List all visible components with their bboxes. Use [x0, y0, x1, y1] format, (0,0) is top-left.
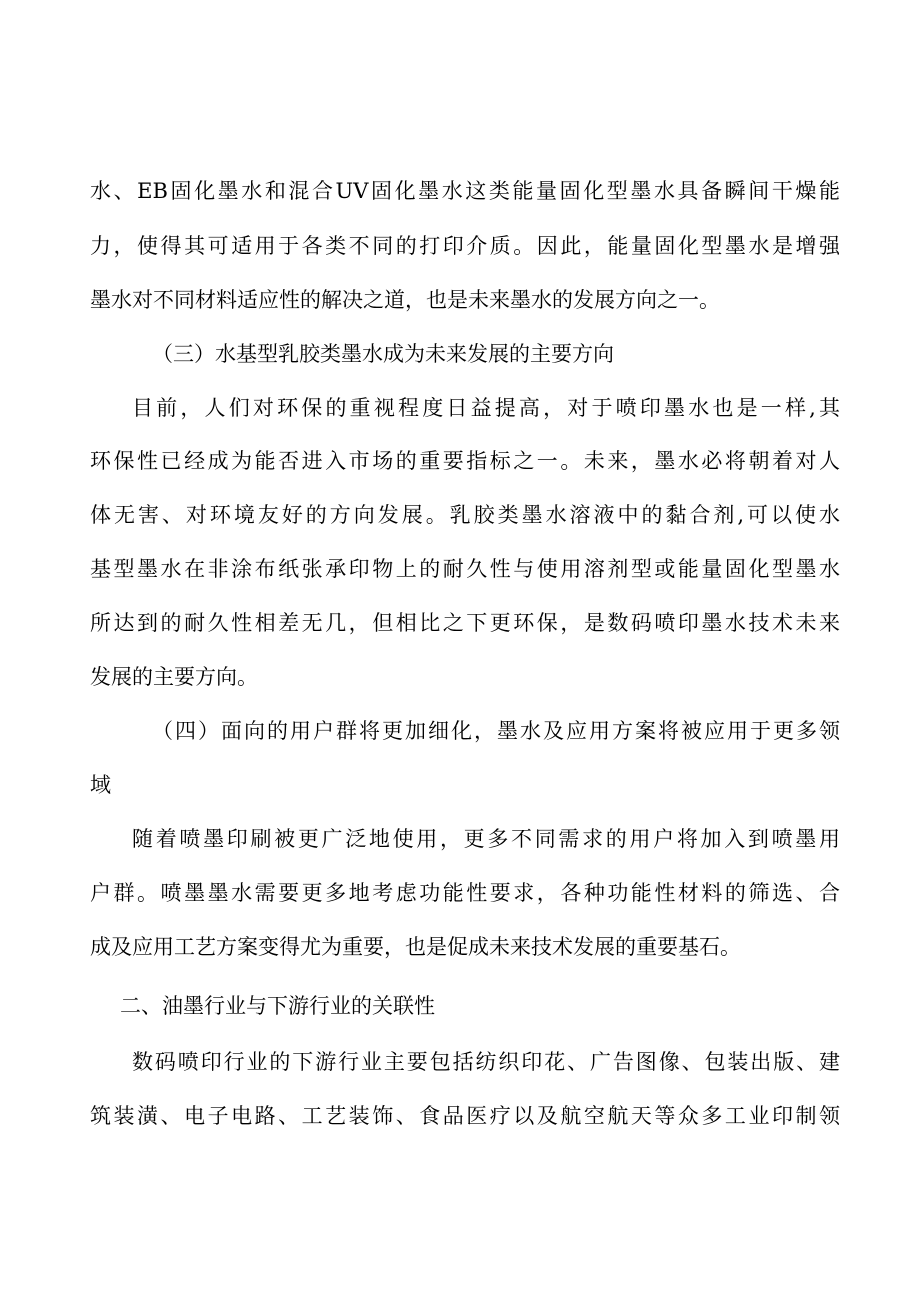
- text-line: 力，使得其可适用于各类不同的打印介质。因此，能量固化型墨水是增强: [90, 234, 840, 258]
- text-line: 户群。喷墨墨水需要更多地考虑功能性要求，各种功能性材料的筛选、合: [90, 881, 840, 905]
- text-line: 随着喷墨印刷被更广泛地使用，更多不同需求的用户将加入到喷墨用: [132, 827, 840, 851]
- text-line: 成及应用工艺方案变得尤为重要，也是促成未来技术发展的重要基石。: [90, 935, 741, 959]
- text-line: 数码喷印行业的下游行业主要包括纺织印花、广告图像、包装出版、建: [132, 1050, 840, 1074]
- text-line: 体无害、对环境友好的方向发展。乳胶类墨水溶液中的黏合剂,可以使水: [90, 503, 840, 527]
- text-line: 基型墨水在非涂布纸张承印物上的耐久性与使用溶剂型或能量固化型墨水: [90, 557, 840, 581]
- text-line: （四）面向的用户群将更加细化，墨水及应用方案将被应用于更多领: [152, 719, 840, 743]
- text-line: 筑装潢、电子电路、工艺装饰、食品医疗以及航空航天等众多工业印制领: [90, 1104, 840, 1128]
- text-line: 所达到的耐久性相差无几，但相比之下更环保，是数码喷印墨水技术未来: [90, 611, 840, 635]
- text-line: 环保性已经成为能否进入市场的重要指标之一。未来，墨水必将朝着对人: [90, 449, 840, 473]
- text-line: 水、EB固化墨水和混合UV固化墨水这类能量固化型墨水具备瞬间干燥能: [90, 179, 840, 203]
- text-line: 目前，人们对环保的重视程度日益提高，对于喷印墨水也是一样,其: [132, 396, 840, 420]
- subheading-3: （三）水基型乳胶类墨水成为未来发展的主要方向: [152, 342, 614, 366]
- text-line: 域: [90, 773, 111, 797]
- text-line: 墨水对不同材料适应性的解决之道，也是未来墨水的发展方向之一。: [90, 288, 720, 312]
- text-line: 发展的主要方向。: [90, 665, 258, 689]
- section-heading: 二、油墨行业与下游行业的关联性: [120, 994, 435, 1018]
